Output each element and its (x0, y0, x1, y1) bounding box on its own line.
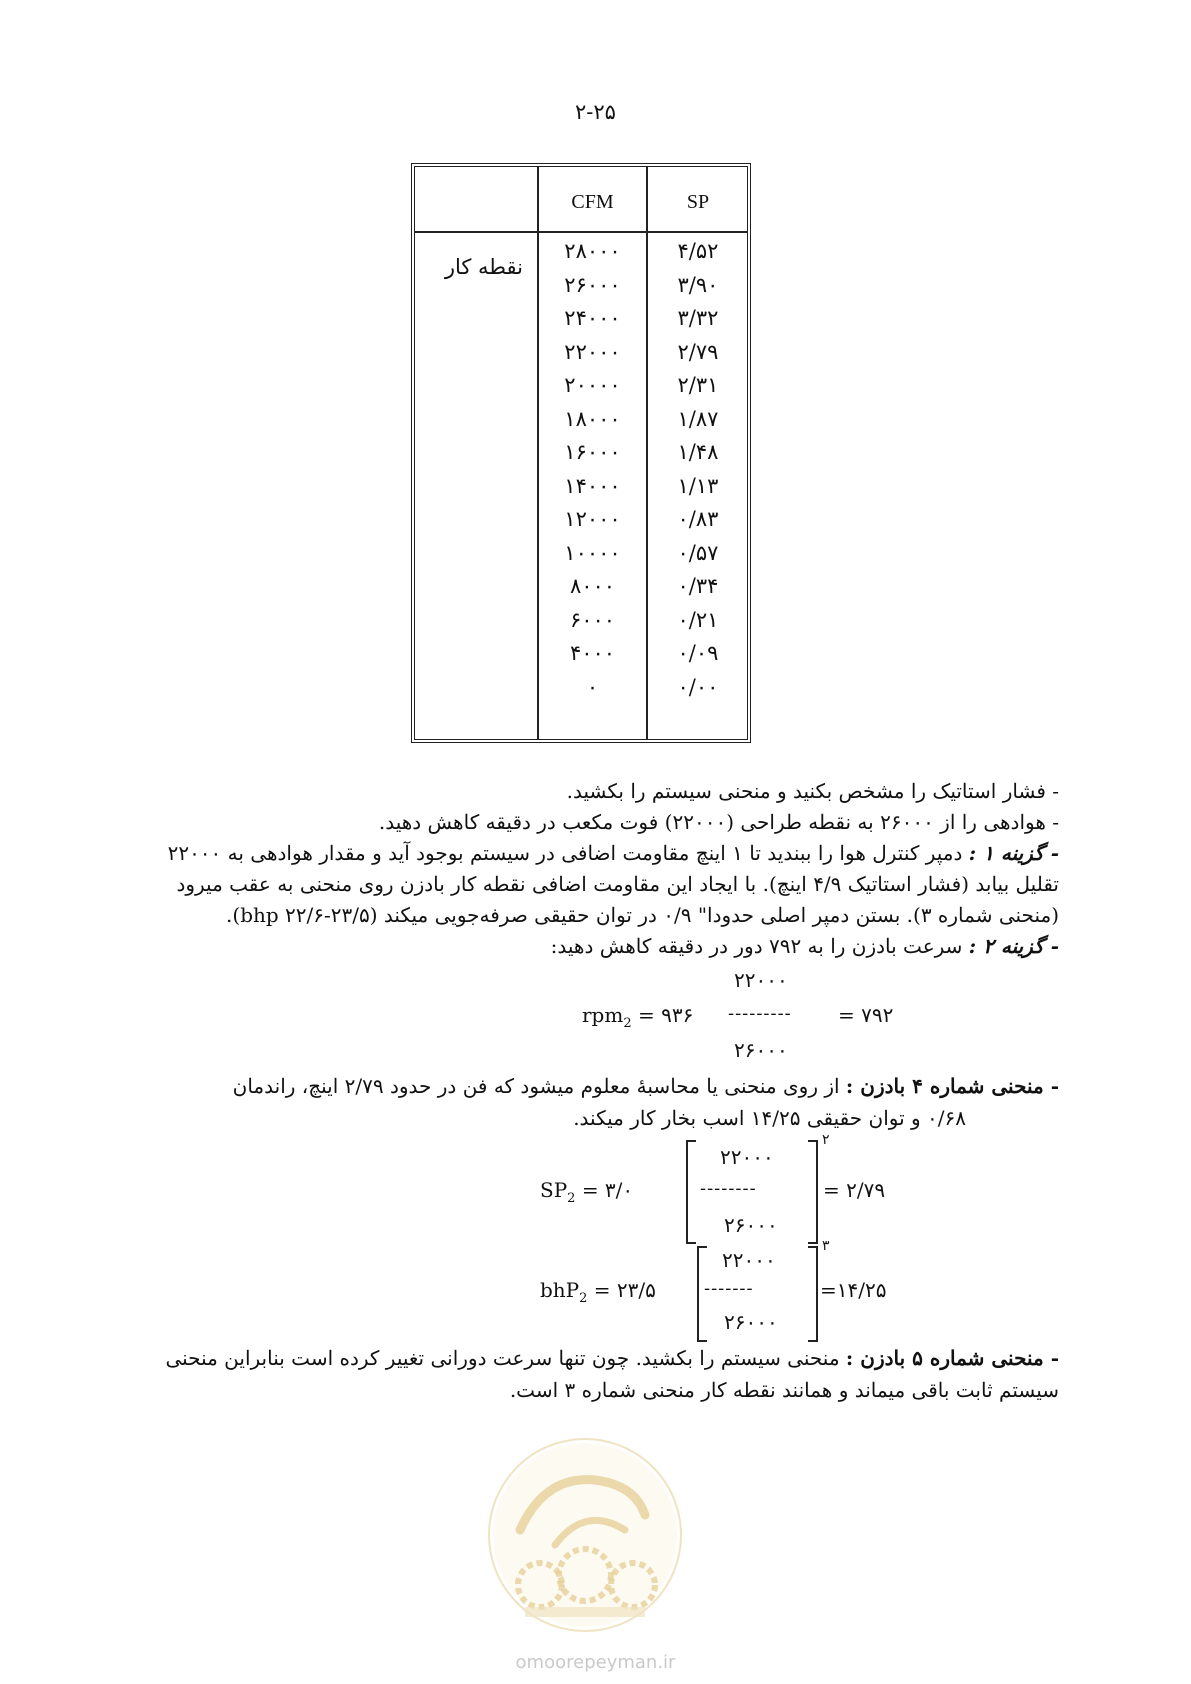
curve5-line (165, 1344, 1059, 1372)
sp-fraction-line: -------- (700, 1178, 757, 1199)
table-cell-cfm: ۱۸۰۰۰ (564, 406, 621, 431)
curve4-line2: ۰/۶۸ و توان حقیقی ۱۴/۲۵ اسب بخار کار میکند. (573, 1106, 966, 1130)
sp-bracket-right (808, 1140, 818, 1244)
option2-label: - گزینه ۲ : (968, 934, 1059, 958)
table-cell-sp: ۰/۳۴ (677, 574, 719, 598)
option1-line (168, 839, 1059, 867)
curve5-text: منحنی سیستم را بکشید. چون تنها سرعت دورانی تغییر کرده است بنابراین منحنی (165, 1346, 846, 1370)
data-table (411, 163, 751, 743)
curve4-line (233, 1072, 1059, 1100)
table-cell-cfm: ۱۲۰۰۰ (564, 507, 621, 531)
watermark-logo-icon (485, 1435, 685, 1635)
table-cell-sp: ۰/۲۱ (677, 607, 719, 632)
table-cell-cfm: ۱۴۰۰۰ (564, 473, 621, 498)
bhp-denominator: ۲۶۰۰۰ (724, 1310, 778, 1334)
table-cell-sp: ۳/۳۲ (677, 306, 719, 330)
sp-bracket-left (686, 1140, 696, 1244)
instruction-line: - هوادهی را از ۲۶۰۰۰ به نقطه طراحی (۲۲۰۰۰) فوت مکعب در دقیقه کاهش دهید. (378, 810, 1059, 834)
table-cell-cfm: ۸۰۰۰ (569, 574, 616, 598)
table-cell-sp: ۰/۰۹ (677, 641, 719, 665)
option1-label: - گزینه ۱ : (968, 841, 1059, 865)
table-cell-cfm: ۲۲۰۰۰ (564, 339, 621, 364)
bhp-result: =۱۴/۲۵ (820, 1278, 887, 1302)
sp-denominator: ۲۶۰۰۰ (724, 1213, 778, 1237)
table-cell-cfm: ۲۶۰۰۰ (564, 272, 621, 297)
table-cell-sp: ۲/۷۹ (677, 339, 719, 364)
table-cell-cfm: ۲۴۰۰۰ (564, 306, 621, 330)
curve4-text: از روی منحنی یا محاسبهٔ معلوم میشود که فن در حدود ۲/۷۹ اینچ، راندمان (232, 1074, 846, 1098)
table-cell-sp: ۳/۹۰ (677, 272, 719, 297)
bhp-fraction-line: ------- (704, 1278, 754, 1299)
option2-line (551, 932, 1059, 960)
rpm-denominator: ۲۶۰۰۰ (734, 1038, 788, 1062)
table-cell-sp: ۲/۳۱ (677, 373, 719, 397)
column-header-cfm: CFM (571, 191, 614, 213)
curve5-label: - منحنی شماره ۵ بادزن : (845, 1346, 1059, 1370)
table-cell-sp: ۱/۴۸ (677, 440, 719, 464)
instruction-line: - فشار استاتیک را مشخص بکنید و منحنی سیستم را بکشید. (566, 779, 1059, 803)
rpm-lhs: rpm$_2$ = ۹۳۶ (582, 1003, 694, 1031)
rpm-fraction-line: --------- (728, 1003, 792, 1024)
table-cell-cfm: ۱۰۰۰۰ (564, 540, 621, 565)
table-cell-sp: ۰/۵۷ (677, 540, 719, 565)
table-cell-cfm: ۲۰۰۰۰ (564, 373, 621, 397)
column-header-sp: SP (686, 191, 710, 213)
table-cell-cfm: ۲۸۰۰۰ (564, 239, 621, 263)
bhp-bracket-right (808, 1246, 818, 1342)
sp-result: = ۲/۷۹ (823, 1178, 886, 1202)
bhp-exponent: ۳ (822, 1238, 830, 1254)
table-cell-sp: ۱/۱۳ (677, 473, 719, 498)
curve4-label: - منحنی شماره ۴ بادزن : (845, 1074, 1059, 1098)
sp-lhs: $SP_2$ = ۳/۰ (540, 1178, 634, 1206)
rpm-result: = ۷۹۲ (838, 1003, 894, 1027)
rpm-numerator: ۲۲۰۰۰ (734, 968, 788, 992)
operating-point-label: نقطه کار (444, 255, 523, 279)
table-cell-sp: ۰/۰۰ (677, 674, 719, 699)
table-cell-cfm: ۴۰۰۰ (569, 641, 616, 665)
table-cell-sp: ۰/۸۳ (677, 507, 719, 531)
bhp-lhs: bhP$_2$ = ۲۳/۵ (540, 1278, 656, 1306)
table-cell-cfm: ۶۰۰۰ (569, 607, 616, 632)
table-header-divider (415, 231, 747, 233)
option2-text: سرعت بادزن را به ۷۹۲ دور در دقیقه کاهش دهید: (550, 934, 969, 958)
table-cell-sp: ۱/۸۷ (677, 406, 719, 431)
option1-text: دمپر کنترل هوا را ببندید تا ۱ اینچ مقاومت اضافی در سیستم بوجود آید و مقدار هوادهی به ۲۲۰۰۰ (167, 841, 969, 865)
sp-exponent: ۲ (822, 1132, 830, 1148)
option1-line2: تقلیل بیابد (فشار استاتیک ۴/۹ اینچ). با ایجاد این مقاومت اضافی نقطه کار بادزن روی منحنی به عقب میرود (176, 872, 1059, 896)
table-cell-cfm: ۰ (586, 674, 599, 699)
option1-line3: (منحنی شماره ۳). بستن دمپر اصلی حدودا" ۰/۹ در توان حقیقی صرفه‌جویی میکند (bhp ۲۲/۶-۲۳/۵). (226, 903, 1059, 927)
page-number: ۲-۲۵ (575, 100, 616, 124)
bhp-numerator: ۲۲۰۰۰ (722, 1248, 776, 1272)
table-cell-cfm: ۱۶۰۰۰ (564, 440, 621, 464)
table-cell-sp: ۴/۵۲ (677, 239, 719, 263)
watermark-site-label: omoorepeyman.ir (515, 1652, 676, 1673)
sp-numerator: ۲۲۰۰۰ (720, 1145, 774, 1169)
curve5-line2: سیستم ثابت باقی میماند و همانند نقطه کار منحنی شماره ۳ است. (509, 1378, 1059, 1402)
